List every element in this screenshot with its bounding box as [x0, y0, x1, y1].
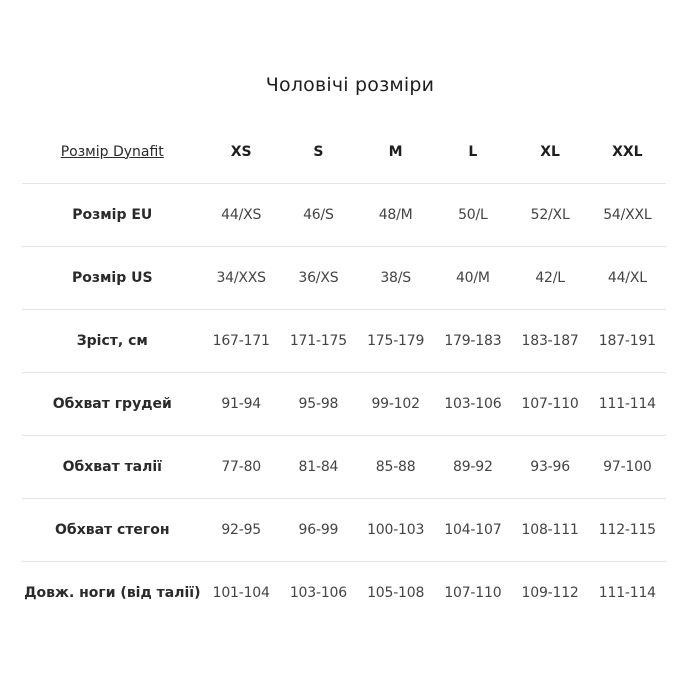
- table-cell: 179-183: [434, 310, 511, 373]
- row-label: Довж. ноги (від талії): [22, 562, 203, 625]
- row-label: Зріст, см: [22, 310, 203, 373]
- table-cell: 111-114: [589, 562, 666, 625]
- table-cell: 175-179: [357, 310, 434, 373]
- table-row-chest: [22, 373, 666, 436]
- table-row-height: [22, 310, 666, 373]
- table-cell: 183-187: [511, 310, 588, 373]
- table-cell: 171-175: [280, 310, 357, 373]
- table-cell: 108-111: [511, 499, 588, 562]
- table-cell: 52/XL: [511, 184, 588, 247]
- row-label: Розмір EU: [22, 184, 203, 247]
- table-cell: 187-191: [589, 310, 666, 373]
- size-chart-table: [22, 120, 666, 624]
- table-row-waist: [22, 436, 666, 499]
- table-cell: 101-104: [203, 562, 280, 625]
- table-cell: 38/S: [357, 247, 434, 310]
- table-cell: 100-103: [357, 499, 434, 562]
- size-head-m: M: [388, 143, 403, 160]
- table-cell: 111-114: [589, 373, 666, 436]
- table-cell: 96-99: [280, 499, 357, 562]
- size-system-link[interactable]: Розмір Dynafit: [60, 143, 164, 160]
- table-cell: 44/XL: [589, 247, 666, 310]
- table-cell: 81-84: [280, 436, 357, 499]
- table-cell: 48/M: [357, 184, 434, 247]
- table-cell: 99-102: [357, 373, 434, 436]
- table-cell: 107-110: [511, 373, 588, 436]
- table-cell: 54/XXL: [589, 184, 666, 247]
- table-row-eu: [22, 184, 666, 247]
- table-cell: 103-106: [280, 562, 357, 625]
- table-row-us: [22, 247, 666, 310]
- table-cell: 104-107: [434, 499, 511, 562]
- table-row-leg-length: [22, 562, 666, 625]
- table-cell: 95-98: [280, 373, 357, 436]
- table-cell: 91-94: [203, 373, 280, 436]
- table-cell: 36/XS: [280, 247, 357, 310]
- table-cell: 50/L: [434, 184, 511, 247]
- table-cell: 44/XS: [203, 184, 280, 247]
- row-label: Обхват стегон: [22, 499, 203, 562]
- table-cell: 92-95: [203, 499, 280, 562]
- table-row-hips: [22, 499, 666, 562]
- row-label: Розмір US: [22, 247, 203, 310]
- table-cell: 40/M: [434, 247, 511, 310]
- table-cell: 105-108: [357, 562, 434, 625]
- table-cell: 85-88: [357, 436, 434, 499]
- table-cell: 97-100: [589, 436, 666, 499]
- table-cell: 107-110: [434, 562, 511, 625]
- table-cell: 89-92: [434, 436, 511, 499]
- page-title: Чоловічі розміри: [265, 74, 435, 96]
- table-cell: 34/XXS: [203, 247, 280, 310]
- table-cell: 46/S: [280, 184, 357, 247]
- table-cell: 112-115: [589, 499, 666, 562]
- size-head-xl: XL: [540, 143, 560, 160]
- size-head-xs: XS: [230, 143, 252, 160]
- row-label: Обхват талії: [22, 436, 203, 499]
- table-cell: 42/L: [511, 247, 588, 310]
- table-header-row: [22, 120, 666, 184]
- size-head-xxl: XXL: [612, 143, 643, 160]
- table-cell: 103-106: [434, 373, 511, 436]
- size-head-l: L: [468, 143, 478, 160]
- table-cell: 77-80: [203, 436, 280, 499]
- row-label: Обхват грудей: [22, 373, 203, 436]
- size-head-s: S: [313, 143, 324, 160]
- table-cell: 93-96: [511, 436, 588, 499]
- table-cell: 167-171: [203, 310, 280, 373]
- table-cell: 109-112: [511, 562, 588, 625]
